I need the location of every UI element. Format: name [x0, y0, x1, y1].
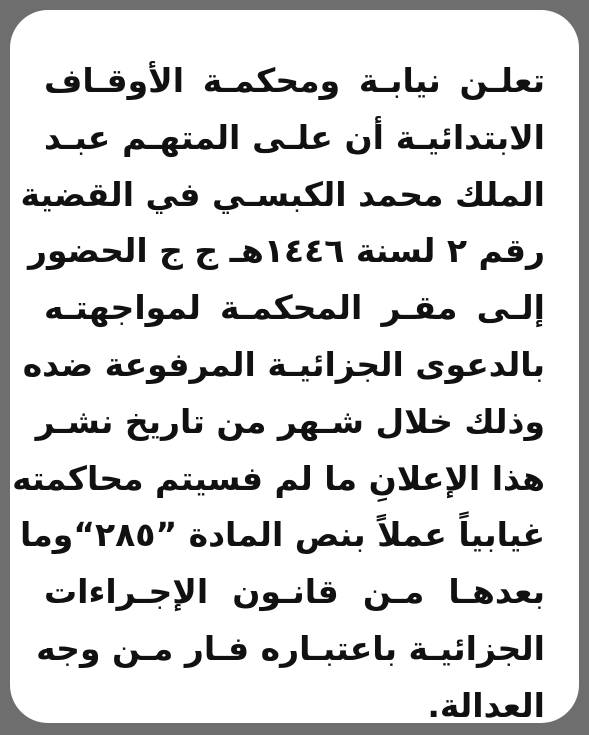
notice-line-11: الجزائيـة باعتبـاره فـار مـن وجه — [36, 628, 545, 668]
notice-line-3: الملك محمد الكبسـي في القضية — [20, 174, 545, 214]
notice-line-7: وذلك خلال شـهر من تاريخ نشـر — [35, 401, 545, 441]
notice-line-10: بعدهـا مـن قانـون الإجـراءات — [44, 572, 545, 612]
notice-line-1: تعلـن نيابـة ومحكمـة الأوقـاف — [44, 61, 545, 100]
notice-line-9: غيابياً عملاً بنص المادة ”٢٨٥“وما — [19, 515, 545, 555]
notice-line-6: بالدعوى الجزائيـة المرفوعة ضده — [22, 344, 545, 384]
notice-line-4: رقم ٢ لسنة ١٤٤٦هـ ج ج الحضور — [27, 231, 545, 271]
notice-line-12: العدالة. — [427, 685, 545, 725]
notice-line-2: الابتدائيـة أن علـى المتهـم عبـد — [44, 117, 545, 157]
notice-line-8: هذا الإعلانِ ما لم فسيتم محاكمته — [12, 458, 545, 498]
notice-card — [10, 10, 579, 723]
notice-line-5: إلـى مقـر المحكمـة لمواجهتـه — [44, 288, 545, 328]
